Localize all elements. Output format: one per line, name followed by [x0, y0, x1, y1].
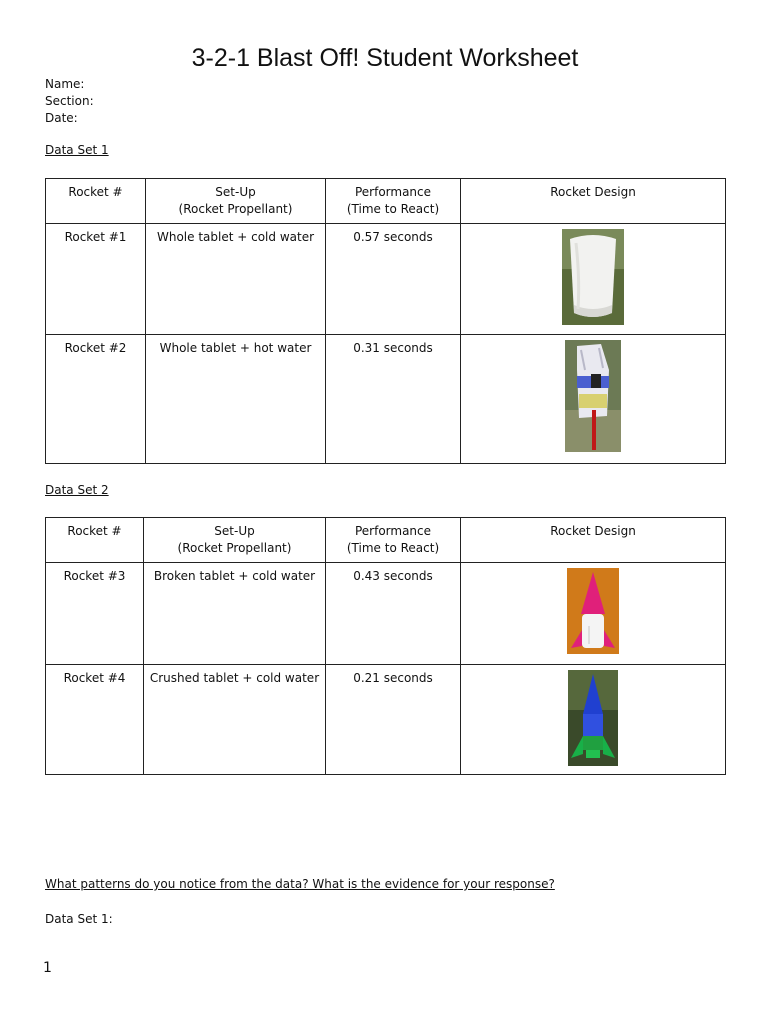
- page-number: 1: [43, 960, 52, 976]
- table-header-row: [46, 518, 726, 563]
- header-setup-line1: Set-Up: [214, 524, 255, 538]
- header-performance: [326, 518, 461, 563]
- pink-cone-rocket-photo: [567, 568, 619, 654]
- table-row: [46, 224, 726, 335]
- header-rocket: Rocket #: [46, 518, 144, 563]
- performance-cell: 0.57 seconds: [326, 224, 461, 335]
- header-setup: [144, 518, 326, 563]
- design-cell: [461, 224, 726, 335]
- performance-cell: 0.31 seconds: [326, 335, 461, 464]
- data-set-1-table: [45, 178, 726, 464]
- header-setup-line2: (Rocket Propellant): [177, 541, 292, 555]
- performance-cell: 0.43 seconds: [326, 563, 461, 665]
- data-set-2-table: [45, 517, 726, 775]
- worksheet-title: 3-2-1 Blast Off! Student Worksheet: [191, 44, 579, 72]
- table-row: [46, 335, 726, 464]
- answer-label-data-set-1: Data Set 1:: [45, 912, 113, 926]
- design-cell: [461, 665, 726, 775]
- table-header-row: [46, 179, 726, 224]
- design-cell: [461, 335, 726, 464]
- header-rocket: Rocket #: [46, 179, 146, 224]
- section-label: Section:: [45, 94, 94, 108]
- student-info: [45, 76, 94, 127]
- setup-cell: Broken tablet + cold water: [144, 563, 326, 665]
- header-performance-line1: Performance: [354, 185, 432, 199]
- pattern-question: What patterns do you notice from the data? What is the evidence for your response?: [45, 877, 555, 891]
- blue-green-rocket-photo: [568, 670, 618, 766]
- header-design: Rocket Design: [461, 518, 726, 563]
- rocket-cell: Rocket #4: [46, 665, 144, 775]
- data-set-1-label: Data Set 1: [45, 143, 109, 157]
- header-setup-line1: Set-Up: [215, 185, 256, 199]
- performance-cell: 0.21 seconds: [326, 665, 461, 775]
- design-cell: [461, 563, 726, 665]
- table-row: [46, 563, 726, 665]
- header-design: Rocket Design: [461, 179, 726, 224]
- rocket-cell: Rocket #2: [46, 335, 146, 464]
- setup-cell: Crushed tablet + cold water: [144, 665, 326, 775]
- setup-cell: Whole tablet + cold water: [146, 224, 326, 335]
- date-label: Date:: [45, 111, 78, 125]
- table-row: [46, 665, 726, 775]
- header-performance-line2: (Time to React): [346, 202, 440, 216]
- header-setup: [146, 179, 326, 224]
- white-canister-rocket-photo: [562, 229, 624, 325]
- data-set-2-label: Data Set 2: [45, 483, 109, 497]
- setup-cell: Whole tablet + hot water: [146, 335, 326, 464]
- header-performance: [326, 179, 461, 224]
- header-performance-line2: (Time to React): [346, 541, 440, 555]
- name-label: Name:: [45, 77, 85, 91]
- rocket-cell: Rocket #3: [46, 563, 144, 665]
- rocket-cell: Rocket #1: [46, 224, 146, 335]
- header-performance-line1: Performance: [354, 524, 432, 538]
- header-setup-line2: (Rocket Propellant): [178, 202, 293, 216]
- taped-canister-rocket-photo: [565, 340, 621, 452]
